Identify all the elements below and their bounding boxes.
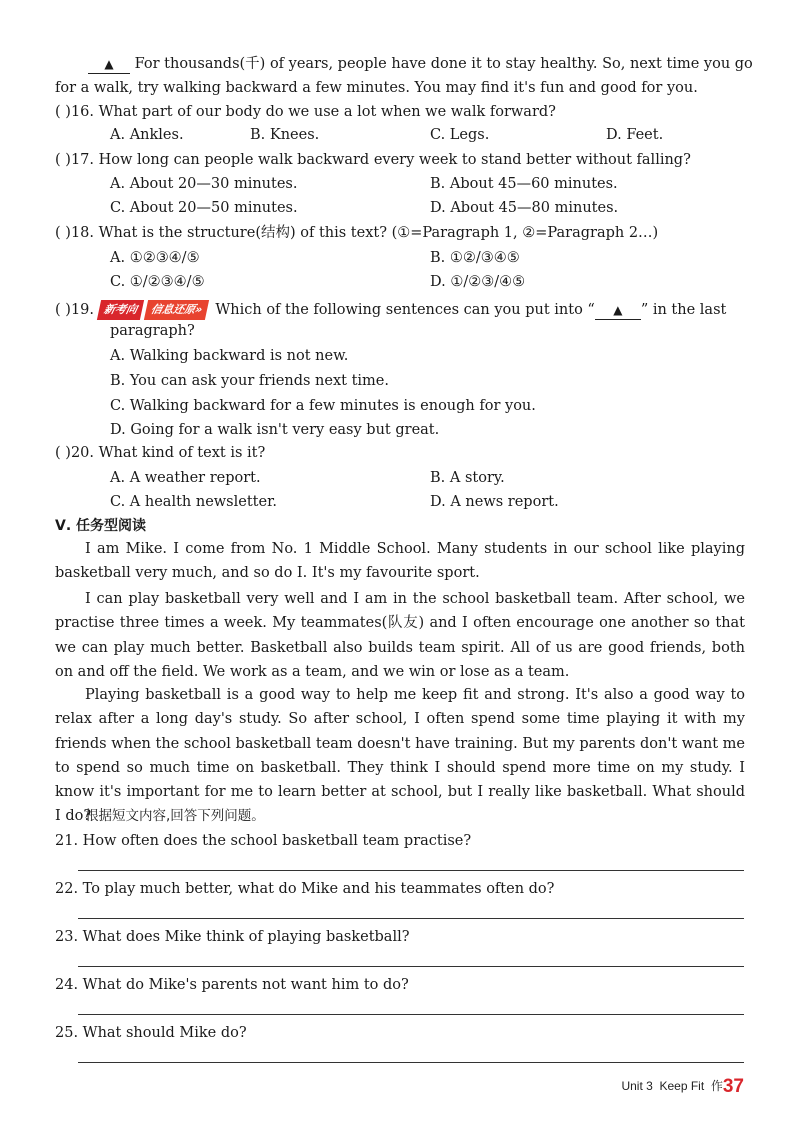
- answer-bracket[interactable]: ( ): [55, 152, 71, 168]
- question-text: What is the structure(结构) of this text? (①=Paragraph 1, ②=Paragraph 2…): [98, 225, 659, 241]
- footer-label: 作: [710, 1079, 723, 1093]
- info-restore-badge: 信息还原»: [143, 300, 208, 320]
- footer-topic: Keep Fit: [659, 1079, 705, 1093]
- q16-option-d: D. Feet.: [606, 127, 664, 143]
- short-question-23: 23. What does Mike think of playing basketball?: [55, 929, 410, 945]
- question-number: 19.: [70, 302, 94, 318]
- question-number: 20.: [70, 445, 94, 461]
- question-number: 17.: [70, 152, 94, 168]
- q20-option-c: C. A health newsletter.: [110, 494, 278, 510]
- short-question-21: 21. How often does the school basketball team practise?: [55, 833, 472, 849]
- question-text-end: ” in the last: [640, 302, 727, 318]
- question-19: [55, 300, 726, 320]
- question-text: How long can people walk backward every week to stand better without falling?: [98, 152, 691, 168]
- short-question-25: 25. What should Mike do?: [55, 1025, 247, 1041]
- q19-option-b: B. You can ask your friends next time.: [110, 373, 389, 389]
- page-number: 37: [722, 1076, 744, 1097]
- q17-option-c: C. About 20—50 minutes.: [110, 200, 298, 216]
- answer-line-21[interactable]: [78, 870, 744, 871]
- question-16: [55, 103, 556, 121]
- answer-line-22[interactable]: [78, 918, 744, 919]
- question-number: 18.: [70, 225, 94, 241]
- footer-unit: Unit 3: [621, 1079, 653, 1093]
- question-17: [55, 151, 691, 169]
- q16-option-c: C. Legs.: [430, 127, 490, 143]
- intro-line-1: [88, 55, 753, 74]
- question-19-line-2: paragraph?: [110, 323, 195, 339]
- q19-option-d: D. Going for a walk isn't very easy but great.: [110, 422, 440, 438]
- question-20: [55, 444, 265, 462]
- q19-option-c: C. Walking backward for a few minutes is enough for you.: [110, 398, 536, 414]
- intro-text-1: For thousands(千) of years, people have done it to stay healthy. So, next time you go: [134, 56, 753, 72]
- passage-paragraph-2: I can play basketball very well and I am in the school basketball team. After school, we practise three times a week. My teammates(队友) and I often encourage one another so that we can play much better. Basketball also builds team spirit. All of us are good friends, both on and off the field. We work as a team, and we win or lose as a team.: [55, 591, 745, 680]
- intro-line-2: for a walk, try walking backward a few minutes. You may find it's fun and good for you.: [55, 80, 698, 96]
- answer-blank: [595, 301, 641, 320]
- answer-line-24[interactable]: [78, 1014, 744, 1015]
- q17-option-b: B. About 45—60 minutes.: [430, 176, 618, 192]
- q18-option-d: D. ①/②③/④⑤: [430, 274, 526, 290]
- q18-option-a: A. ①②③④/⑤: [110, 250, 200, 266]
- answer-blank: [88, 55, 130, 74]
- answer-line-23[interactable]: [78, 966, 744, 967]
- instruction-text: 根据短文内容,回答下列问题。: [85, 808, 265, 824]
- answer-bracket[interactable]: ( ): [55, 104, 71, 120]
- question-number: 16.: [70, 104, 94, 120]
- short-question-24: 24. What do Mike's parents not want him to do?: [55, 977, 409, 993]
- q20-option-b: B. A story.: [430, 470, 505, 486]
- q16-option-b: B. Knees.: [250, 127, 320, 143]
- answer-bracket[interactable]: ( ): [55, 302, 71, 318]
- question-text: Which of the following sentences can you put into “: [215, 302, 595, 318]
- blank-triangle-icon: ▲: [104, 57, 114, 71]
- page-footer: [621, 1076, 744, 1098]
- q16-option-a: A. Ankles.: [110, 127, 184, 143]
- new-trend-badge: 新考向: [96, 300, 143, 320]
- answer-bracket[interactable]: ( ): [55, 225, 71, 241]
- question-text: What part of our body do we use a lot when we walk forward?: [98, 104, 556, 120]
- answer-bracket[interactable]: ( ): [55, 445, 71, 461]
- q19-option-a: A. Walking backward is not new.: [110, 348, 349, 364]
- q18-option-c: C. ①/②③④/⑤: [110, 274, 205, 290]
- q18-option-b: B. ①②/③④⑤: [430, 250, 520, 266]
- blank-triangle-icon: ▲: [613, 303, 623, 317]
- q20-option-d: D. A news report.: [430, 494, 559, 510]
- q20-option-a: A. A weather report.: [110, 470, 261, 486]
- section-title: Ⅴ. 任务型阅读: [55, 518, 147, 534]
- answer-line-25[interactable]: [78, 1062, 744, 1063]
- passage-paragraph-3: Playing basketball is a good way to help me keep fit and strong. It's also a good way to relax after a long day's study. So after school, I often spend some time playing it with my friends when the school basketball team doesn't have training. But my parents don't want me to spend so much time on basketball. They think I should spend more time on my study. I know it's important for me to learn better at school, but I really like basketball. What should I do?: [55, 687, 745, 825]
- question-text: What kind of text is it?: [98, 445, 266, 461]
- passage-paragraph-1: I am Mike. I come from No. 1 Middle School. Many students in our school like playing basketball very much, and so do I. It's my favourite sport.: [55, 541, 745, 582]
- q17-option-a: A. About 20—30 minutes.: [110, 176, 298, 192]
- short-question-22: 22. To play much better, what do Mike and his teammates often do?: [55, 881, 555, 897]
- question-18: [55, 224, 658, 242]
- q17-option-d: D. About 45—80 minutes.: [430, 200, 619, 216]
